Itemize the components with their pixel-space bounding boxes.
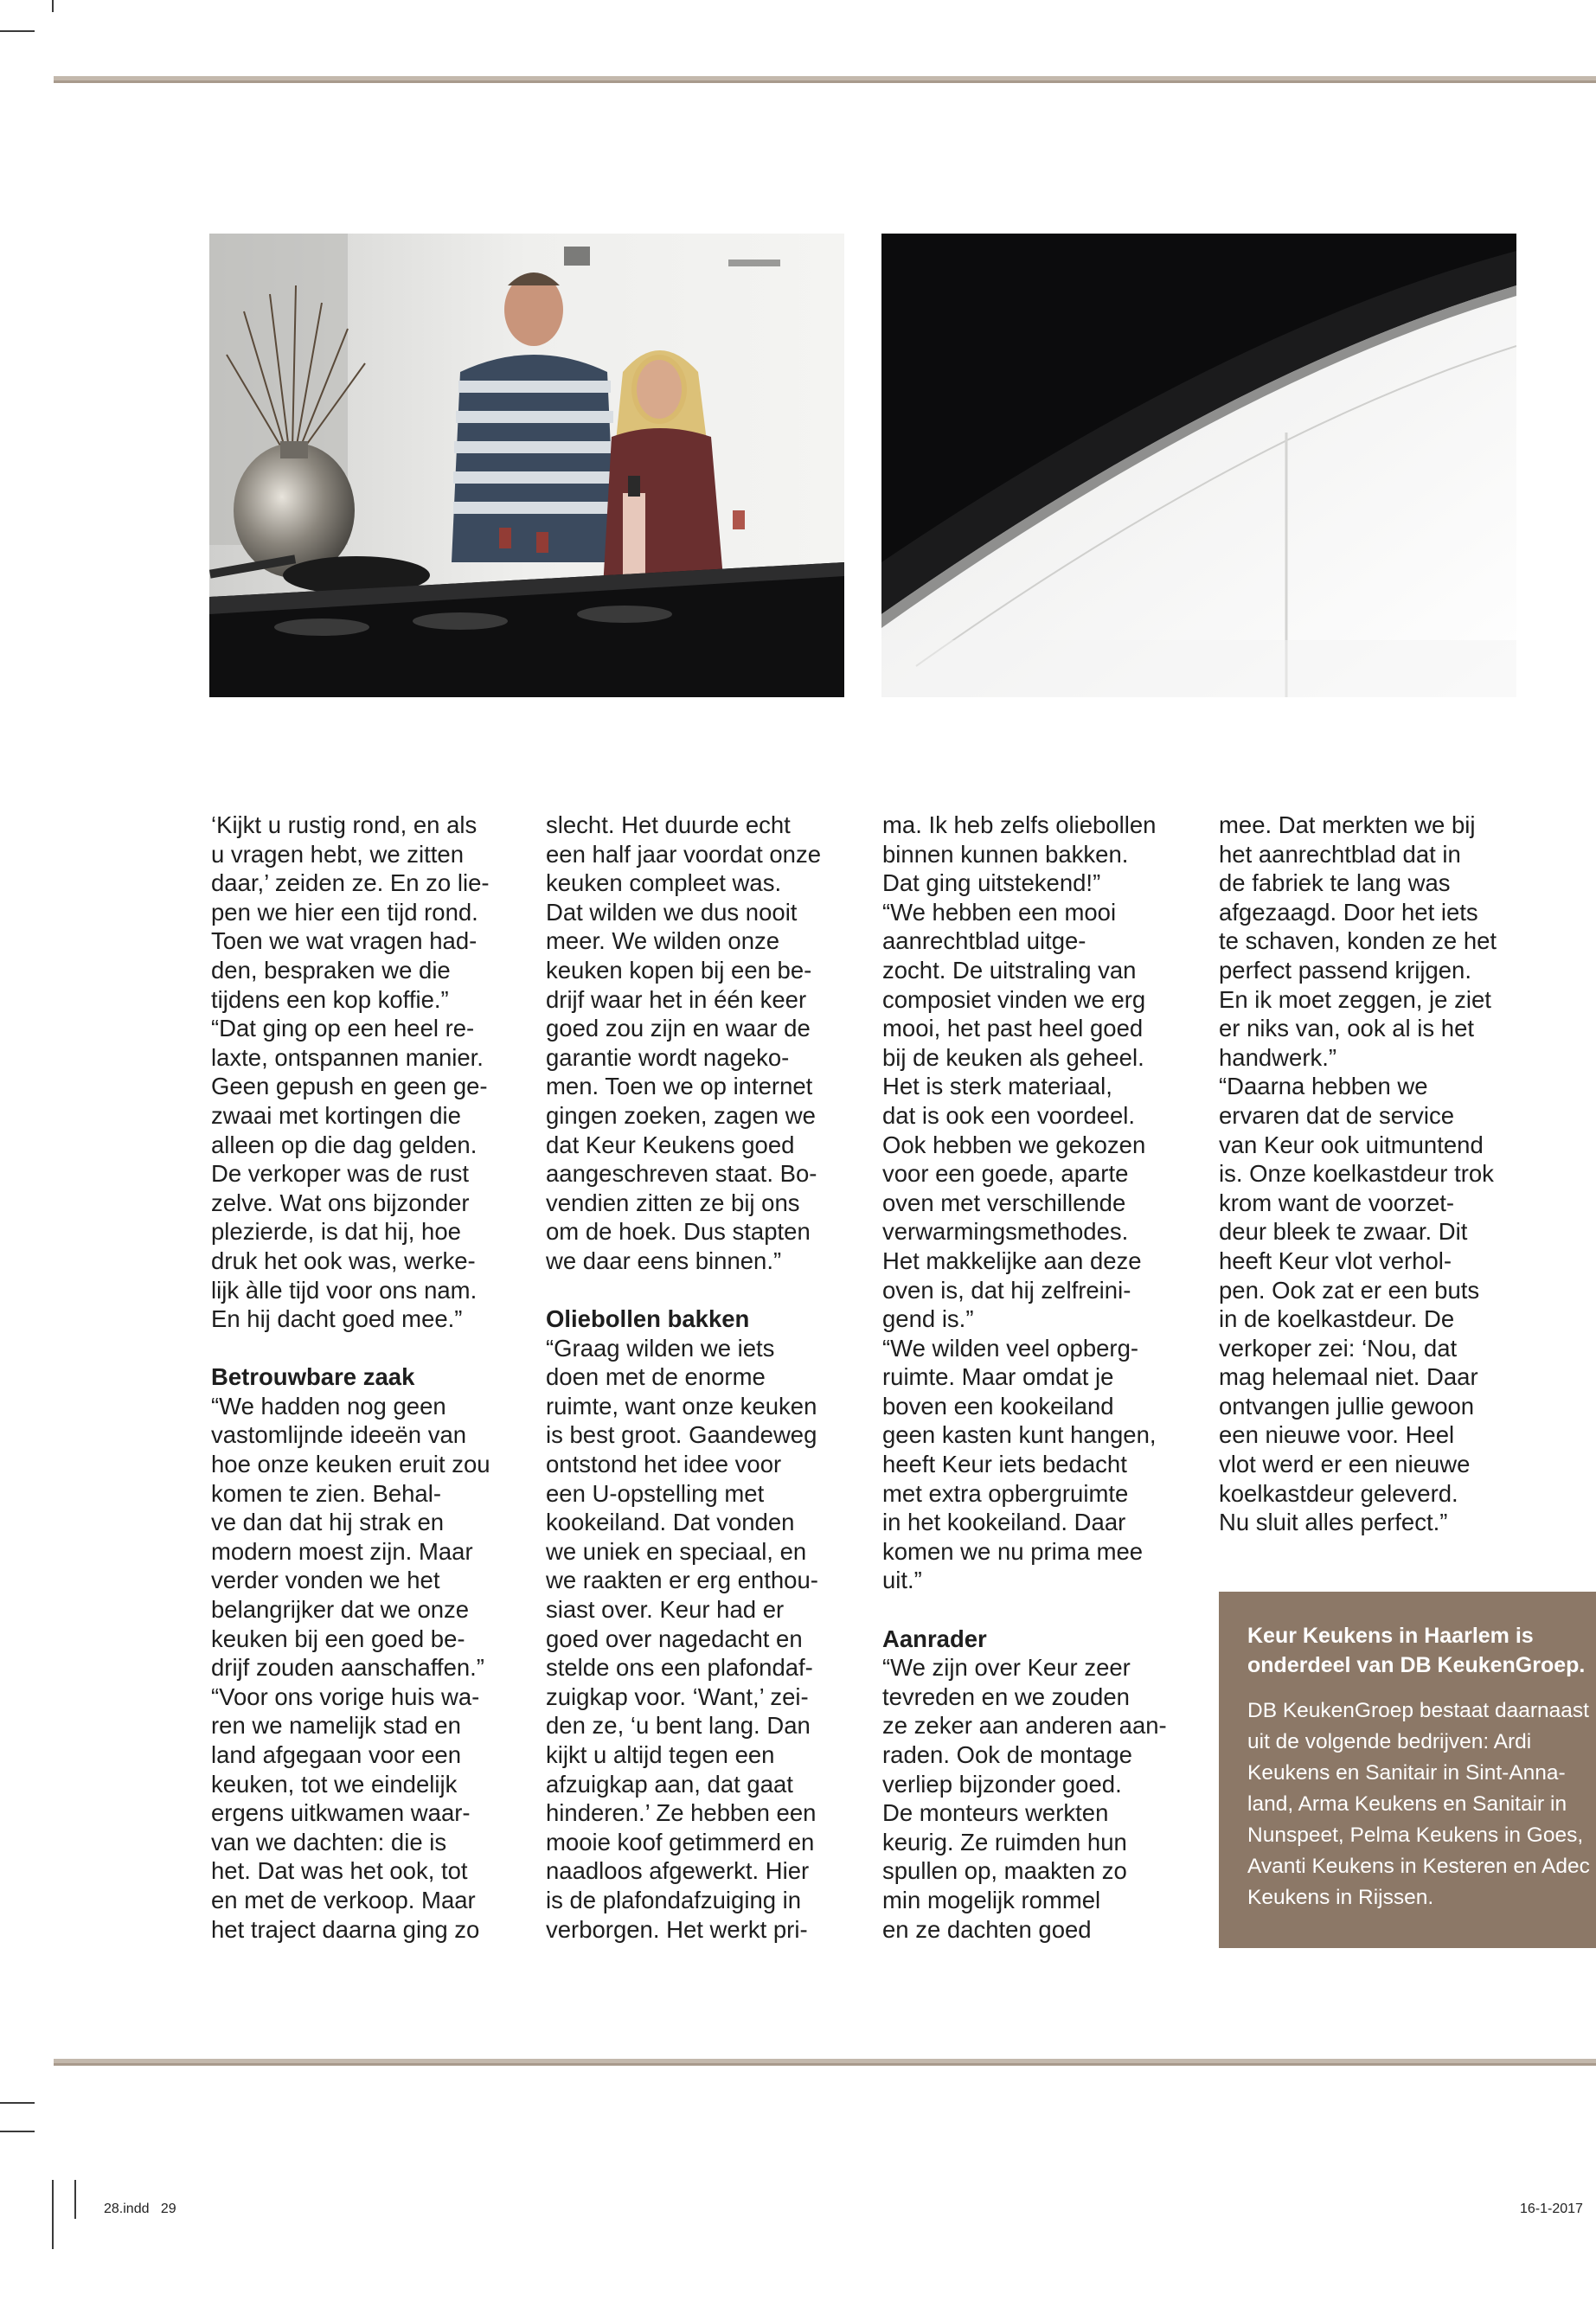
section-heading-aanrader: Aanrader bbox=[882, 1625, 987, 1652]
footer-date: 16-1-2017 bbox=[1520, 2202, 1583, 2216]
crop-mark-bottom-left bbox=[0, 2102, 35, 2104]
article-column-4 bbox=[1219, 811, 1548, 1537]
section-heading-betrouwbare-zaak: Betrouwbare zaak bbox=[211, 1363, 415, 1391]
crop-mark-top-left-vertical bbox=[52, 0, 54, 12]
photo-kitchen-detail bbox=[881, 234, 1516, 697]
section-heading-oliebollen-bakken: Oliebollen bakken bbox=[546, 1305, 750, 1333]
top-rule bbox=[54, 76, 1596, 83]
photo-kitchen-detail-illustration bbox=[881, 234, 1516, 697]
article-paragraph: “We zijn over Keur zeer tevreden en we zouden ze zeker aan anderen aan- raden. Ook de montage verliep bijzonder goed. De monteurs werkten keurig. Ze ruimden hun spullen op, maakten zo min mogelijk rommel en ze dachten goed bbox=[882, 1654, 1167, 1943]
article-column-3 bbox=[882, 811, 1202, 1944]
article-paragraph: ‘Kijkt u rustig rond, en als u vragen hebt, we zitten daar,’ zeiden ze. En zo lie- pen we hier een tijd rond. Toen we wat vragen had- den, bespraken we die tijdens een kop koffie.” “Dat ging op een heel re- laxte, ontspannen manier. Geen gepush en geen ge- zwaai met kortingen die alleen op die dag gelden. De verkoper was de rust zelve. Wat ons bijzonder plezierde, is dat hij, hoe druk het ook was, werke- lijk àlle tijd voor ons nam. En hij dacht goed mee.” bbox=[211, 811, 490, 1333]
info-box-db-keukengroep bbox=[1219, 1592, 1596, 1948]
crop-mark-bottom-left-vertical bbox=[52, 2180, 54, 2249]
crop-mark-top-left bbox=[0, 30, 35, 32]
info-box-body: DB KeukenGroep bestaat daarnaast uit de volgende bedrijven: Ardi Keukens en Sanitair in Sint-Anna- land, Arma Keukens en Sanitair in Nunspeet, Pelma Keukens in Goes, Avanti Keukens in Kesteren en Adec Keukens in Rijssen. bbox=[1247, 1699, 1590, 1909]
article-paragraph: ma. Ik heb zelfs oliebollen binnen kunnen bakken. Dat ging uitstekend!” “We hebben een mooi aanrechtblad uitge- zocht. De uitstraling van composiet vinden we erg mooi, het past heel goed bij de keuken als geheel. Het is sterk materiaal, dat is ook een voordeel. Ook hebben we gekozen voor een goede, aparte oven met verschillende verwarmingsmethodes. Het makkelijke aan deze oven is, dat hij zelfreini- gend is.” “We wilden veel opberg- ruimte. Maar omdat je boven een kookeiland geen kasten kunt hangen, heeft Keur iets bedacht met extra opbergruimte in het kookeiland. Daar komen we nu prima mee uit.” bbox=[882, 811, 1157, 1594]
photo-couple-kitchen bbox=[209, 234, 844, 697]
article-column-1 bbox=[211, 811, 531, 1944]
photo-couple-kitchen-illustration bbox=[209, 234, 844, 697]
bottom-rule bbox=[54, 2059, 1596, 2066]
article-paragraph: “We hadden nog geen vastomlijnde ideeën van hoe onze keuken eruit zou komen te zien. Behal- ve dan dat hij strak en modern moest zijn. Maar verder vonden we het belangrijker dat we onze keuken bij een goed be- drijf zouden aanschaffen.” “Voor ons vorige huis wa- ren we namelijk stad en land afgegaan voor een keuken, tot we eindelijk ergens uitkwamen waar- van we dachten: die is het. Dat was het ook, tot en met de verkoop. Maar het traject daarna ging zo bbox=[211, 1392, 490, 1943]
info-box-title: Keur Keukens in Haarlem is onderdeel van DB KeukenGroep. bbox=[1247, 1624, 1586, 1677]
footer-file-label: 28.indd 29 bbox=[104, 2202, 176, 2216]
article-paragraph: slecht. Het duurde echt een half jaar voordat onze keuken compleet was. Dat wilden we dus nooit meer. We wilden onze keuken kopen bij een be- drijf waar het in één keer goed zou zijn en waar de garantie wordt nageko- men. Toen we op internet gingen zoeken, zagen we dat Keur Keukens goed aangeschreven staat. Bo- vendien zitten ze bij ons om de hoek. Dus stapten we daar eens binnen.” bbox=[546, 811, 821, 1274]
article-column-2 bbox=[546, 811, 866, 1944]
crop-mark-bottom-left-vertical-2 bbox=[74, 2180, 76, 2219]
article-paragraph: “Graag wilden we iets doen met de enorme ruimte, want onze keuken is best groot. Gaandeweg ontstond het idee voor een U-opstelling met kookeiland. Dat vonden we uniek en speciaal, en we raakten er erg enthou- siast over. Keur had er goed over nagedacht en stelde ons een plafondaf- zuigkap voor. ‘Want,’ zei- den ze, ‘u bent lang. Dan kijkt u altijd tegen een afzuigkap aan, dat gaat hinderen.’ Ze hebben een mooie koof getimmerd en naadloos afgewerkt. Hier is de plafondafzuiging in verborgen. Het werkt pri- bbox=[546, 1334, 818, 1943]
crop-mark-bottom-left-2 bbox=[0, 2131, 35, 2132]
article-paragraph: mee. Dat merkten we bij het aanrechtblad dat in de fabriek te lang was afgezaagd. Door het iets te schaven, konden ze het perfect passend krijgen. En ik moet zeggen, je ziet er niks van, ook al is het handwerk.” “Daarna hebben we ervaren dat de service van Keur ook uitmuntend is. Onze koelkastdeur trok krom want de voorzet- deur bleek te zwaar. Dit heeft Keur vlot verhol- pen. Ook zat er een buts in de koelkastdeur. De verkoper zei: ‘Nou, dat mag helemaal niet. Daar ontvangen jullie gewoon een nieuwe voor. Heel vlot werd er een nieuwe koelkastdeur geleverd. Nu sluit alles perfect.” bbox=[1219, 811, 1497, 1536]
